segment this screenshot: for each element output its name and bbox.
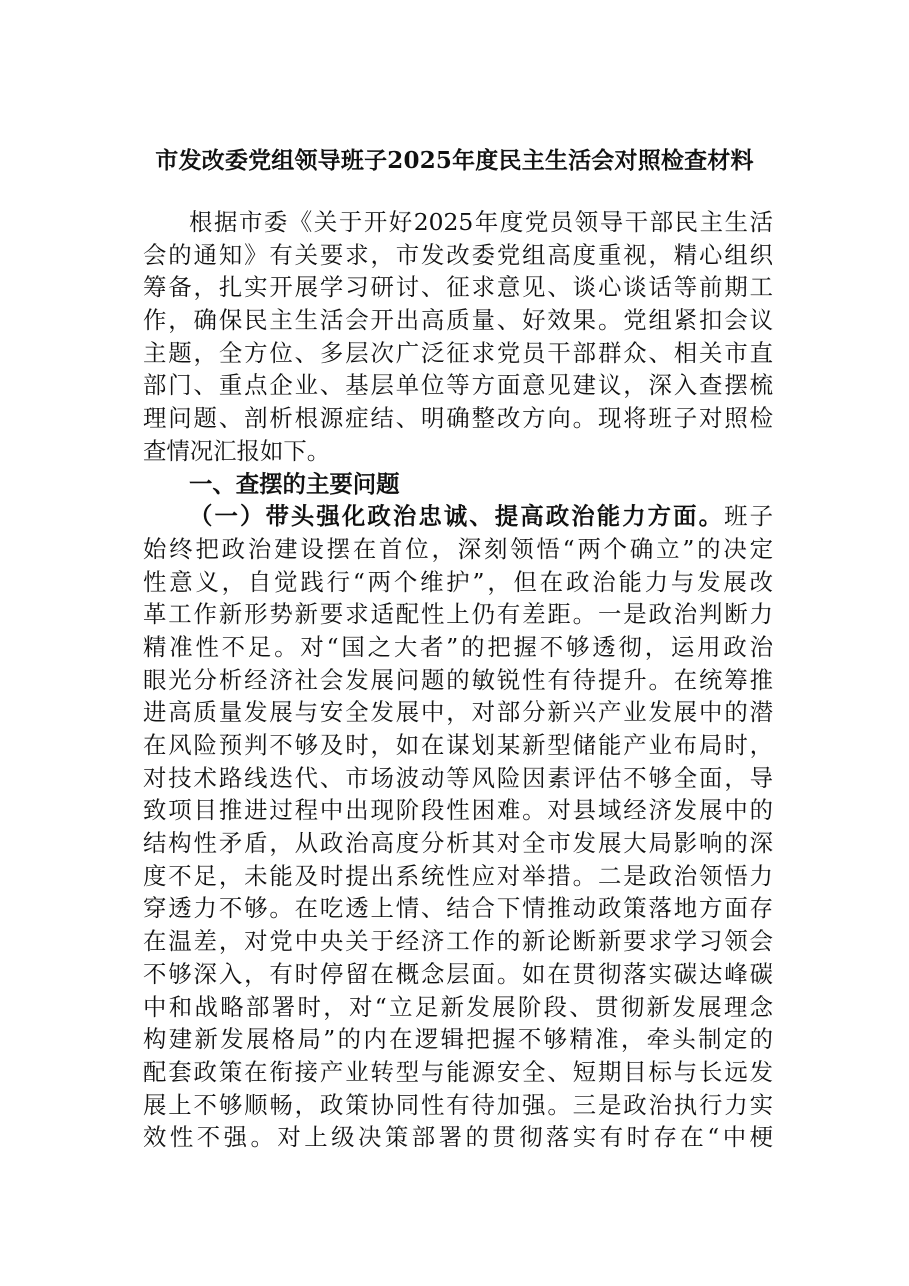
intro-line: 会的通知》有关要求，市发改委党组高度重视，精心组织 <box>143 240 773 269</box>
paragraph-line: 中和战略部署时，对“立足新发展阶段、贯彻新发展理念 <box>143 992 773 1021</box>
paragraph-line: 效性不强。对上级决策部署的贯彻落实有时存在“中梗 <box>143 1123 773 1152</box>
section-heading: 一、查摆的主要问题 <box>189 469 400 498</box>
paragraph-line: 性意义，自觉践行“两个维护”，但在政治能力与发展改 <box>143 567 773 596</box>
paragraph-line: 不够深入，有时停留在概念层面。如在贯彻落实碳达峰碳 <box>143 959 773 988</box>
intro-line: 根据市委《关于开好2025年度党员领导干部民主生活 <box>189 208 773 236</box>
subsection-heading: （一）带头强化政治忠诚、提高政治能力方面。 <box>189 502 725 531</box>
intro-line: 筹备，扎实开展学习研讨、征求意见、谈心谈话等前期工 <box>143 273 773 302</box>
intro-line: 主题，全方位、多层次广泛征求党员干部群众、相关市直 <box>143 338 773 367</box>
paragraph-line: 构建新发展格局”的内在逻辑把握不够精准，牵头制定的 <box>143 1025 773 1054</box>
paragraph-line: 致项目推进过程中出现阶段性困难。对县域经济发展中的 <box>143 796 773 825</box>
paragraph-line: 始终把政治建设摆在首位，深刻领悟“两个确立”的决定 <box>143 534 773 563</box>
intro-line: 理问题、剖析根源症结、明确整改方向。现将班子对照检 <box>143 404 773 433</box>
subsection-first-line <box>143 500 773 533</box>
paragraph-line: 革工作新形势新要求适配性上仍有差距。一是政治判断力 <box>143 600 773 629</box>
paragraph-line: 展上不够顺畅，政策协同性有待加强。三是政治执行力实 <box>143 1090 773 1119</box>
subsection-text: 班子 <box>724 502 774 531</box>
document-body <box>143 206 773 1154</box>
document-title: 市发改委党组领导班子2025年度民主生活会对照检查材料 <box>155 147 754 174</box>
paragraph-line: 配套政策在衔接产业转型与能源安全、短期目标与长远发 <box>143 1057 773 1086</box>
intro-line: 查情况汇报如下。 <box>143 436 331 465</box>
intro-line: 部门、重点企业、基层单位等方面意见建议，深入查摆梳 <box>143 371 773 400</box>
paragraph-line: 对技术路线迭代、市场波动等风险因素评估不够全面，导 <box>143 763 773 792</box>
paragraph-line: 在温差，对党中央关于经济工作的新论断新要求学习领会 <box>143 927 773 956</box>
paragraph-line: 穿透力不够。在吃透上情、结合下情推动政策落地方面存 <box>143 894 773 923</box>
paragraph-line: 在风险预判不够及时，如在谋划某新型储能产业布局时， <box>143 731 773 759</box>
paragraph-line: 度不足，未能及时提出系统性应对举措。二是政治领悟力 <box>143 861 773 890</box>
paragraph-line: 精准性不足。对“国之大者”的把握不够透彻，运用政治 <box>143 632 773 661</box>
paragraph-line: 眼光分析经济社会发展问题的敏锐性有待提升。在统筹推 <box>143 665 773 694</box>
intro-line: 作，确保民主生活会开出高质量、好效果。党组紧扣会议 <box>143 306 773 335</box>
paragraph-line: 进高质量发展与安全发展中，对部分新兴产业发展中的潜 <box>143 698 773 727</box>
paragraph-line: 结构性矛盾，从政治高度分析其对全市发展大局影响的深 <box>143 829 773 858</box>
